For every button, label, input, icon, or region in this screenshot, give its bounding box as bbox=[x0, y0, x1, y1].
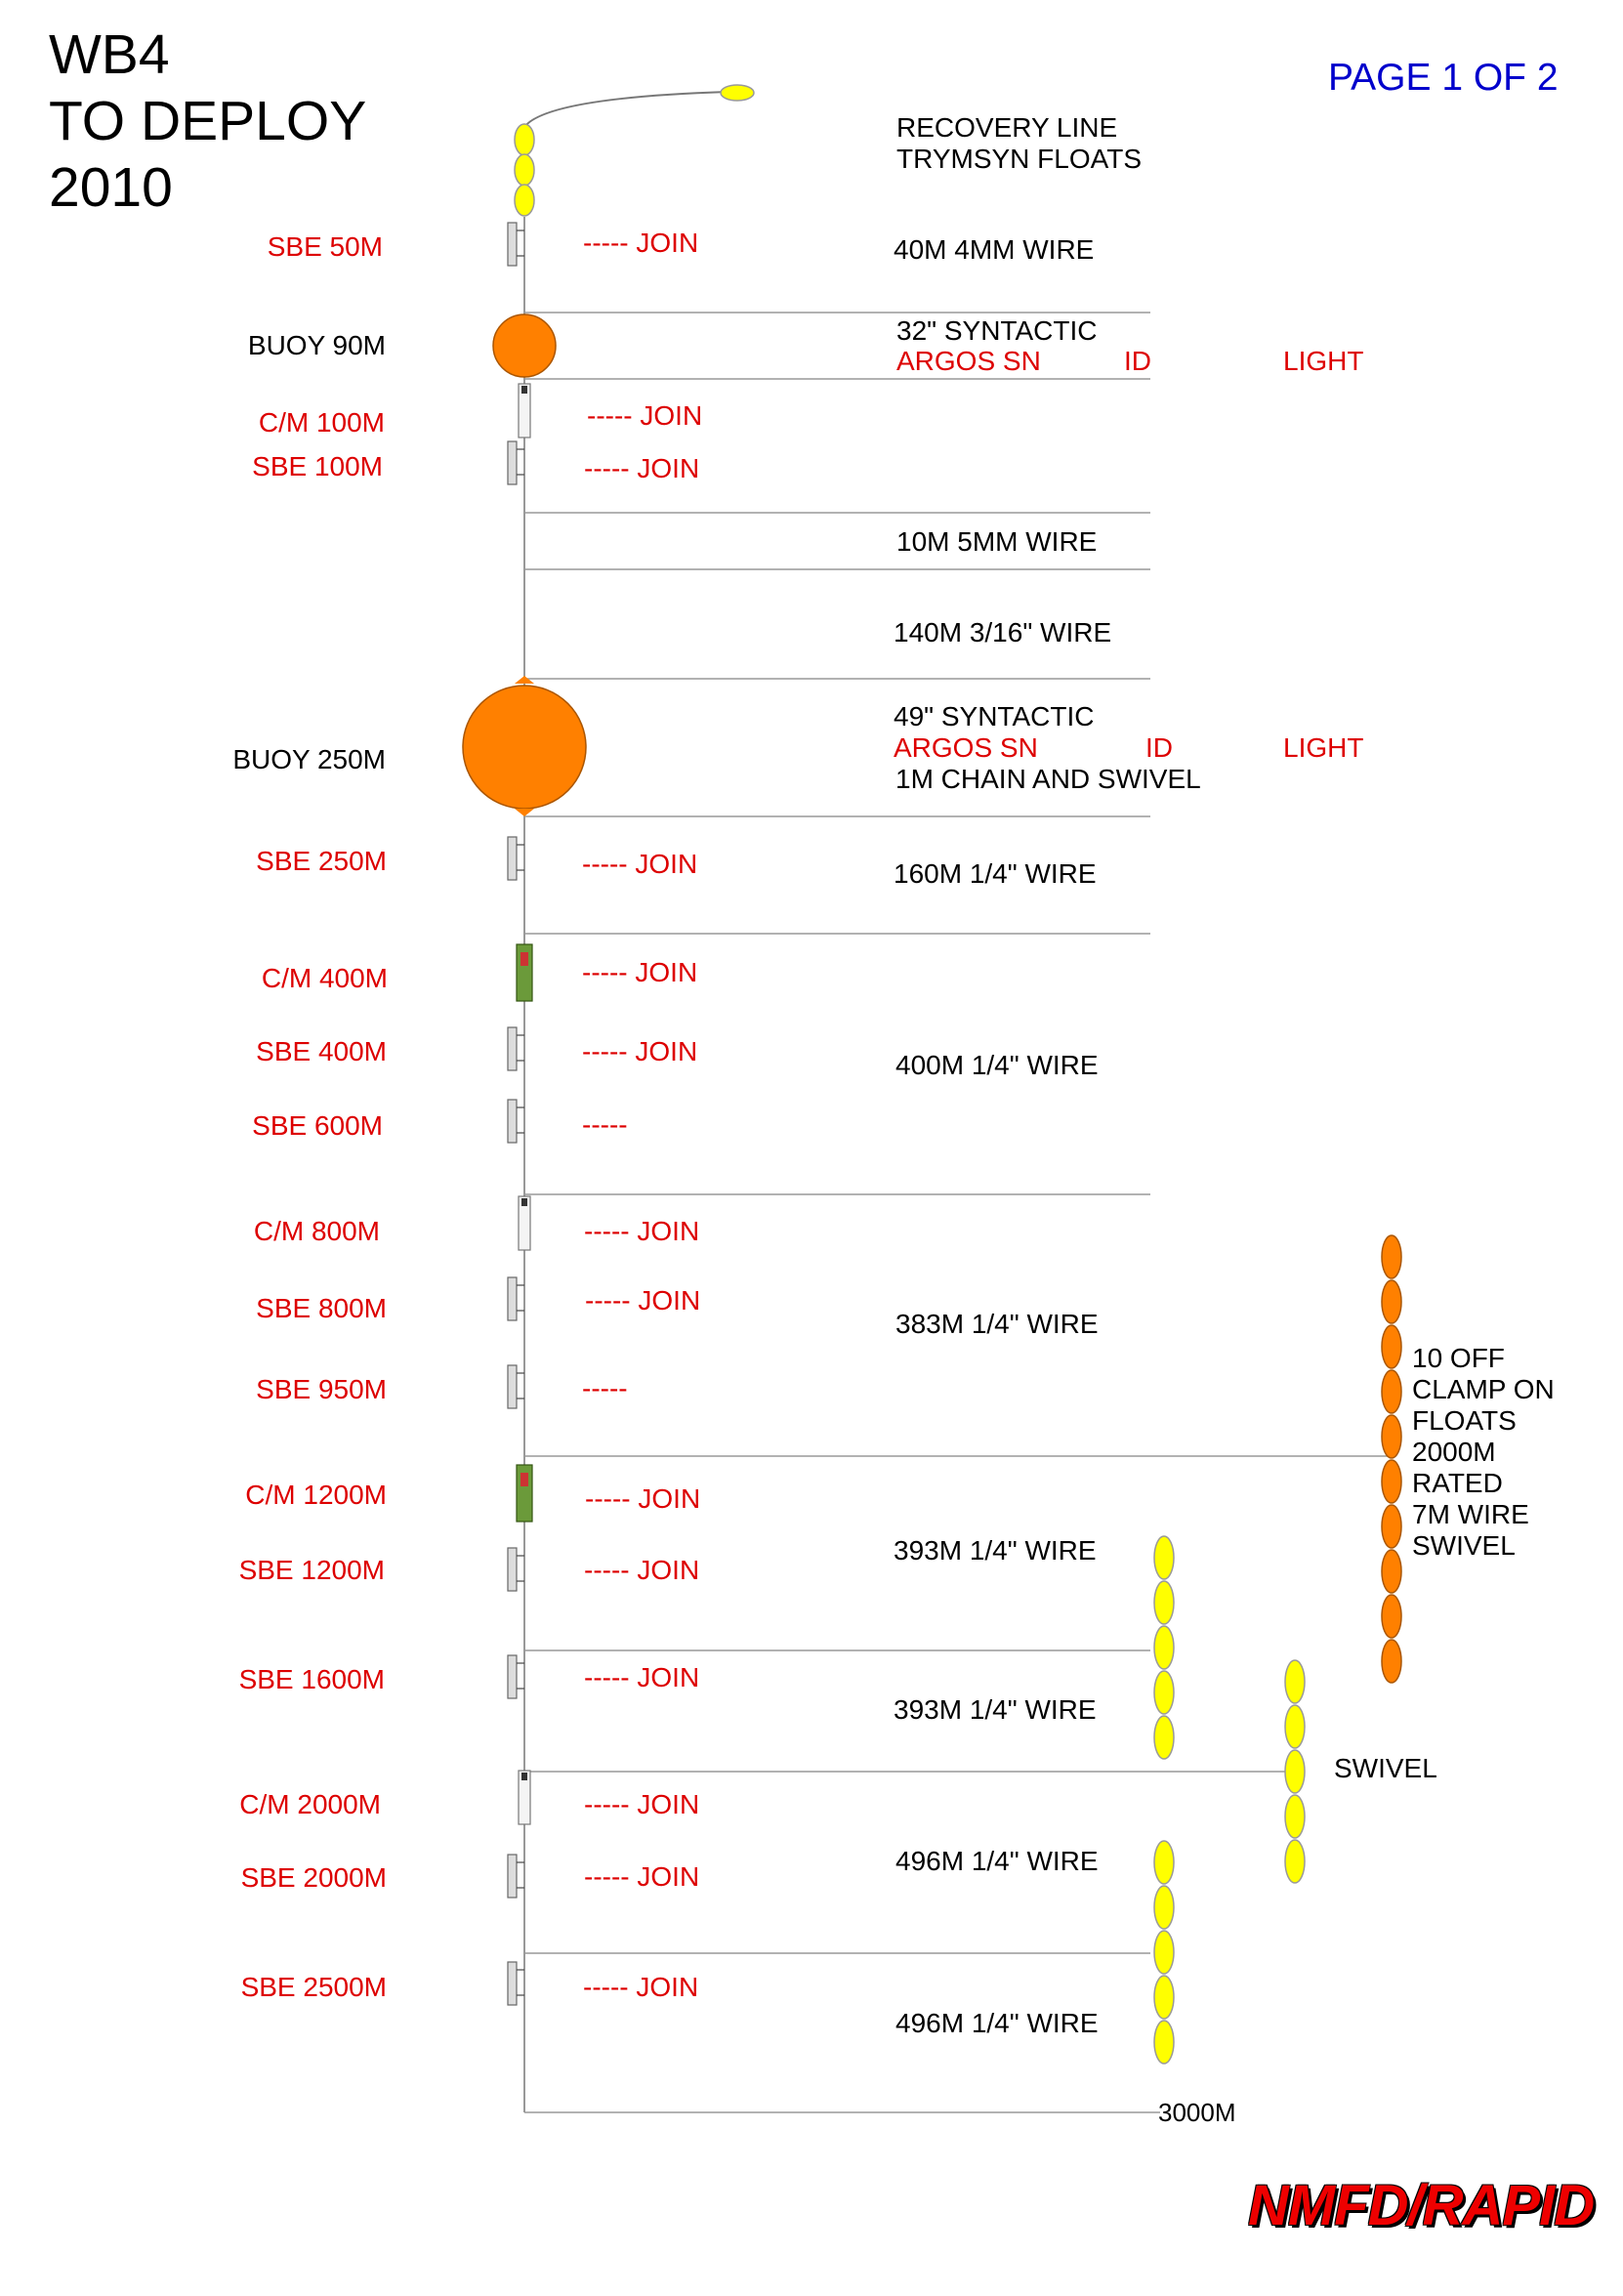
wire-label: 393M 1/4" WIRE bbox=[894, 1694, 1097, 1725]
instrument-label: C/M 2000M bbox=[239, 1789, 381, 1819]
join-label: ----- JOIN bbox=[582, 1036, 698, 1066]
instrument-label: SBE 250M bbox=[256, 846, 387, 876]
instrument-label: SBE 950M bbox=[256, 1374, 387, 1404]
join-label: ----- JOIN bbox=[584, 453, 700, 483]
instrument-label: SBE 50M bbox=[267, 231, 383, 262]
clamp-note-line: FLOATS bbox=[1412, 1405, 1517, 1436]
trymsyn-floats-label: TRYMSYN FLOATS bbox=[896, 144, 1143, 174]
buoy-argos: ARGOS SN bbox=[894, 732, 1038, 763]
join-label: ----- JOIN bbox=[583, 1972, 699, 2002]
trymsyn-float bbox=[515, 154, 534, 186]
join-label: ----- JOIN bbox=[582, 849, 698, 879]
join-label: ----- JOIN bbox=[584, 1789, 700, 1819]
join-label: ----- bbox=[582, 1109, 628, 1140]
instrument-label: SBE 1200M bbox=[238, 1555, 385, 1585]
buoy-250-bottom-cap bbox=[515, 809, 534, 816]
buoy-light: LIGHT bbox=[1283, 732, 1364, 763]
join-label: ----- JOIN bbox=[584, 1216, 700, 1246]
wire-label: 393M 1/4" WIRE bbox=[894, 1535, 1097, 1565]
instrument-label: SBE 800M bbox=[256, 1293, 387, 1323]
recovery-line-label: RECOVERY LINE bbox=[896, 112, 1118, 143]
sbe-instrument bbox=[508, 223, 517, 2005]
buoy-id: ID bbox=[1124, 346, 1151, 376]
yellow-floats-2 bbox=[1154, 1841, 1174, 2064]
buoy-label: BUOY 90M bbox=[247, 330, 386, 360]
buoy-desc: 49" SYNTACTIC bbox=[894, 701, 1095, 731]
buoy-32-syntactic bbox=[493, 314, 556, 377]
bottom-depth: 3000M bbox=[1158, 2098, 1236, 2127]
yellow-floats-1 bbox=[1154, 1536, 1174, 1759]
clamp-on-floats bbox=[1382, 1235, 1401, 1683]
swivel-label: SWIVEL bbox=[1334, 1753, 1437, 1783]
title-line-1: WB4 bbox=[49, 23, 170, 86]
join-label: ----- JOIN bbox=[585, 1285, 701, 1315]
join-label: ----- JOIN bbox=[584, 1662, 700, 1692]
instrument-label: SBE 400M bbox=[256, 1036, 387, 1066]
trymsyn-float bbox=[515, 185, 534, 216]
clamp-note-line: SWIVEL bbox=[1412, 1530, 1516, 1561]
buoy-49-syntactic bbox=[463, 686, 586, 809]
sbe-clamp bbox=[517, 230, 524, 1995]
yellow-floats-swivel bbox=[1285, 1660, 1305, 1883]
buoy-argos: ARGOS SN bbox=[896, 346, 1041, 376]
join-label: ----- JOIN bbox=[585, 1483, 701, 1514]
instrument-label: SBE 2000M bbox=[240, 1862, 387, 1893]
buoy-250-top-cap bbox=[515, 676, 534, 684]
instrument-label: C/M 800M bbox=[253, 1216, 380, 1246]
instrument-label: C/M 100M bbox=[258, 407, 385, 438]
buoy-extra: 1M CHAIN AND SWIVEL bbox=[895, 764, 1201, 794]
clamp-note-line: 10 OFF bbox=[1412, 1343, 1505, 1373]
join-label: ----- JOIN bbox=[584, 1861, 700, 1892]
join-label: ----- JOIN bbox=[583, 228, 699, 258]
wire-label: 496M 1/4" WIRE bbox=[895, 1846, 1099, 1876]
title-line-3: 2010 bbox=[49, 156, 173, 219]
wire-label: 400M 1/4" WIRE bbox=[895, 1050, 1099, 1080]
instrument-label: SBE 600M bbox=[252, 1110, 383, 1141]
clamp-note-line: CLAMP ON bbox=[1412, 1374, 1555, 1404]
instrument-label: SBE 100M bbox=[252, 451, 383, 481]
buoy-light: LIGHT bbox=[1283, 346, 1364, 376]
wire-label: 140M 3/16" WIRE bbox=[894, 617, 1112, 647]
wire-label: 496M 1/4" WIRE bbox=[895, 2008, 1099, 2038]
join-label: ----- JOIN bbox=[587, 400, 703, 431]
buoy-id: ID bbox=[1145, 732, 1173, 763]
wire-label: 10M 5MM WIRE bbox=[896, 526, 1098, 557]
page-label: PAGE 1 OF 2 bbox=[1328, 57, 1559, 99]
wire-label: 40M 4MM WIRE bbox=[894, 234, 1095, 265]
recovery-line bbox=[524, 92, 728, 127]
instrument-label: C/M 400M bbox=[261, 963, 388, 993]
instrument-label: C/M 1200M bbox=[245, 1480, 387, 1510]
instrument-label: SBE 2500M bbox=[240, 1972, 387, 2002]
clamp-note-line: RATED bbox=[1412, 1468, 1503, 1498]
join-label: ----- bbox=[582, 1373, 628, 1403]
clamp-floats-note bbox=[1412, 1343, 1588, 1562]
title-line-2: TO DEPLOY bbox=[49, 90, 367, 152]
join-label: ----- JOIN bbox=[584, 1555, 700, 1585]
buoy-desc: 32" SYNTACTIC bbox=[896, 315, 1098, 346]
clamp-note-line: 7M WIRE bbox=[1412, 1499, 1529, 1529]
join-label: ----- JOIN bbox=[582, 957, 698, 987]
clamp-note-line: 2000M bbox=[1412, 1437, 1496, 1467]
trymsyn-float bbox=[515, 124, 534, 155]
instrument-label: SBE 1600M bbox=[238, 1664, 385, 1694]
recovery-end-float bbox=[721, 85, 754, 101]
buoy-label: BUOY 250M bbox=[232, 744, 386, 774]
nmfd-rapid-logo: NMFD/RAPID bbox=[1248, 2174, 1595, 2237]
wire-label: 383M 1/4" WIRE bbox=[895, 1309, 1099, 1339]
wire-label: 160M 1/4" WIRE bbox=[894, 858, 1097, 889]
